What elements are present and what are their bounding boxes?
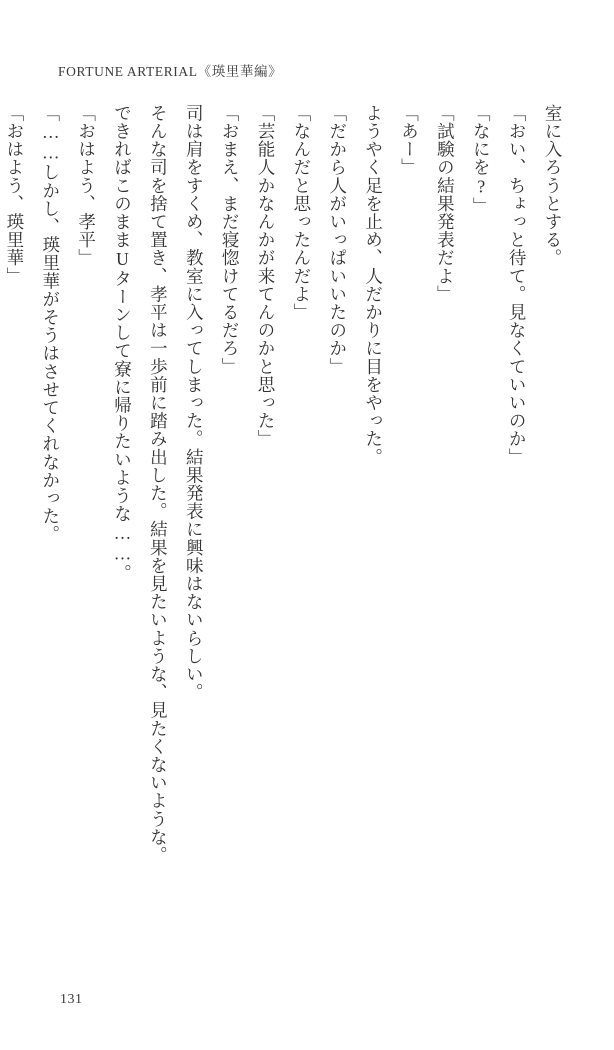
paragraph: 「おはよう、孝平」 [76,104,97,267]
paragraph: 「芸能人かなんかが来てんのかと思った」 [256,104,276,448]
paragraph: ようやく足を止め、人だかりに目をやった。 [363,104,384,466]
paragraph: 「おい、ちょっと待て。見なくていいのか」 [507,104,528,466]
paragraph: 「……しかし、瑛里華がそうはさせてくれなかった。 [40,104,61,544]
paragraph: 「おまえ、まだ寝惚けてるだろ」 [220,104,241,376]
paragraph: 「おはよう、瑛里華」 [4,104,25,285]
paragraph: 「なにを?」 [471,104,492,216]
vertical-text-block [0,104,570,949]
paragraph: 「だから人がいっぱいいたのか」 [327,104,348,376]
paragraph: そんな司を捨て置き、孝平は一歩前に踏み出した。結果を見たいような、見たくないような。 [148,104,169,865]
running-header: FORTUNE ARTERIAL《瑛里華編》 [58,64,283,79]
paragraph: 室に入ろうとする。 [543,104,563,267]
paragraph: 「あー」 [399,104,420,177]
page-number: 131 [60,992,83,1007]
paragraph: 「なんだと思ったんだよ」 [291,104,312,322]
paragraph: 「試験の結果発表だよ」 [435,104,456,304]
paragraph: 司は肩をすくめ、教室に入ってしまった。結果発表に興味はないらしい。 [184,104,205,702]
paragraph: できればこのままUターンして寮に帰りたいような……。 [112,104,133,583]
